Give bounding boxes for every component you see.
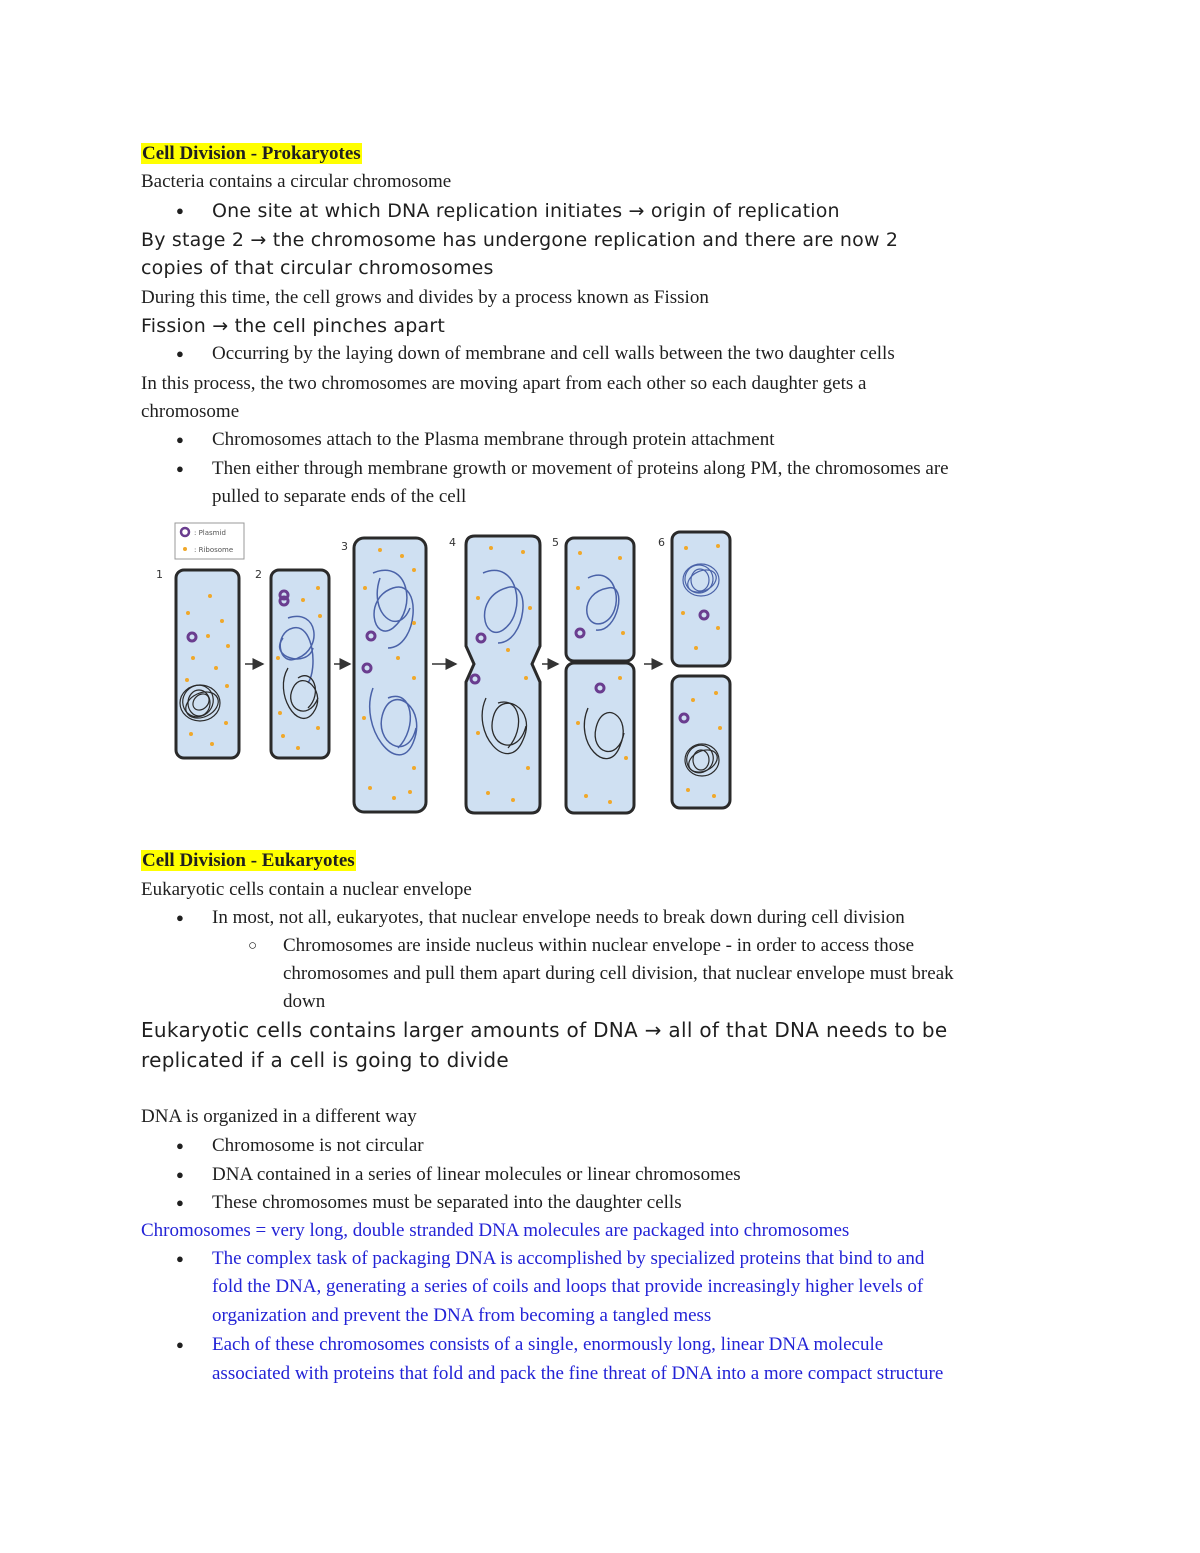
text-line: chromosome (141, 401, 240, 422)
bullet-dot: ● (176, 1251, 184, 1266)
text-line: Eukaryotic cells contain a nuclear envelope (141, 879, 472, 900)
text-line: Fission → the cell pinches apart (141, 315, 446, 337)
sub-list-item-continuation: down (283, 991, 326, 1012)
list-item-continuation: pulled to separate ends of the cell (212, 486, 467, 507)
sub-list-item: Chromosomes are inside nucleus within nuclear envelope - in order to access those (283, 935, 915, 956)
stage-label: 2 (255, 568, 262, 581)
text-line: Bacteria contains a circular chromosome (141, 171, 452, 192)
list-item-blue-continuation: fold the DNA, generating a series of coils and loops that provide increasingly higher levels of (212, 1276, 924, 1297)
list-item-blue-continuation: associated with proteins that fold and pack the fine threat of DNA into a more compact structure (212, 1363, 944, 1384)
stage-6-cells (672, 532, 730, 808)
bullet-dot: ● (176, 203, 184, 218)
list-item: DNA contained in a series of linear molecules or linear chromosomes (212, 1164, 741, 1185)
legend-plasmid: : Plasmid (194, 529, 226, 537)
stage-2-cell (271, 570, 329, 758)
heading-eukaryotes (141, 847, 356, 875)
text-line: replicated if a cell is going to divide (141, 1048, 510, 1072)
bullet-dot: ● (176, 432, 184, 447)
bullet-dot: ● (176, 461, 184, 476)
stage-3-cell (354, 538, 426, 812)
bullet-dot: ● (176, 1195, 184, 1210)
stage-label: 1 (156, 568, 163, 581)
list-item-blue: The complex task of packaging DNA is accomplished by specialized proteins that bind to and (212, 1248, 925, 1269)
text-line: By stage 2 → the chromosome has undergone replication and there are now 2 (141, 229, 899, 251)
heading-prokaryotes (141, 140, 362, 168)
bullet-dot: ● (176, 1138, 184, 1153)
list-item-blue: Each of these chromosomes consists of a single, enormously long, linear DNA molecule (212, 1334, 884, 1355)
binary-fission-diagram (148, 518, 748, 818)
stage-label: 5 (552, 536, 559, 549)
list-item: Occurring by the laying down of membrane and cell walls between the two daughter cells (212, 343, 895, 364)
list-item: Then either through membrane growth or movement of proteins along PM, the chromosomes are (212, 458, 949, 479)
text-line-blue: Chromosomes = very long, double stranded DNA molecules are packaged into chromosomes (141, 1220, 850, 1241)
heading-eukaryotes-text: Cell Division - Eukaryotes (142, 850, 355, 871)
ribosome-legend-icon (183, 547, 187, 551)
text-line: Eukaryotic cells contains larger amounts of DNA → all of that DNA needs to be (141, 1018, 948, 1042)
list-item: Chromosomes attach to the Plasma membrane through protein attachment (212, 429, 775, 450)
bullet-dot: ● (176, 910, 184, 925)
stage-5-cells (566, 538, 634, 813)
list-item: One site at which DNA replication initiates → origin of replication (212, 200, 840, 222)
sub-list-item-continuation: chromosomes and pull them apart during cell division, that nuclear envelope must break (283, 963, 954, 984)
sub-bullet-circle: ○ (248, 938, 258, 954)
list-item: Chromosome is not circular (212, 1135, 424, 1156)
bullet-dot: ● (176, 346, 184, 361)
stage-label: 6 (658, 536, 665, 549)
text-line: During this time, the cell grows and divides by a process known as Fission (141, 287, 709, 308)
legend (175, 523, 244, 559)
bullet-dot: ● (176, 1337, 184, 1352)
list-item: In most, not all, eukaryotes, that nuclear envelope needs to break down during cell division (212, 907, 905, 928)
stage-4-cell (466, 536, 540, 813)
stage-1-cell (176, 570, 239, 758)
list-item: These chromosomes must be separated into the daughter cells (212, 1192, 682, 1213)
stage-label: 3 (341, 540, 348, 553)
list-item-blue-continuation: organization and prevent the DNA from becoming a tangled mess (212, 1305, 712, 1326)
bullet-dot: ● (176, 1167, 184, 1182)
stage-label: 4 (449, 536, 456, 549)
text-line: copies of that circular chromosomes (141, 257, 494, 279)
text-line: DNA is organized in a different way (141, 1106, 417, 1127)
legend-ribosome: : Ribosome (194, 546, 234, 554)
text-line: In this process, the two chromosomes are moving apart from each other so each daughter gets a (141, 373, 867, 394)
heading-prokaryotes-text: Cell Division - Prokaryotes (142, 143, 361, 164)
